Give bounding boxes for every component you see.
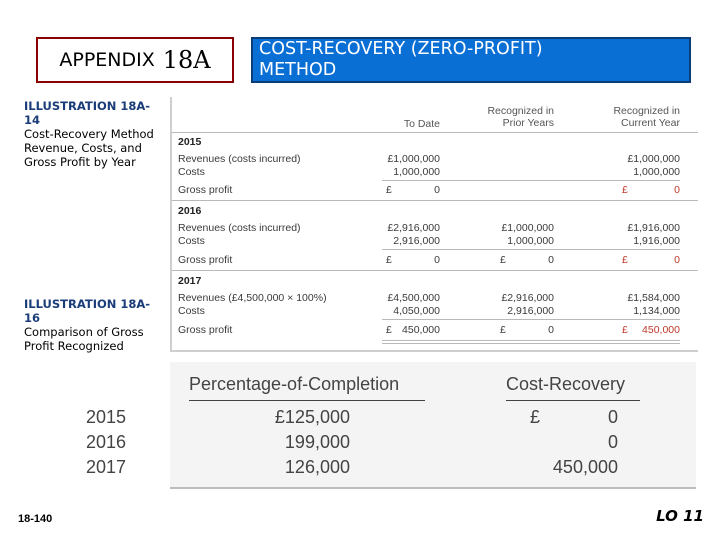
double-underline-top	[382, 340, 680, 341]
table-row	[178, 324, 698, 338]
cell: 0	[674, 184, 680, 196]
table-row	[178, 235, 698, 249]
header-to-date: To Date	[403, 118, 440, 130]
header-prior-line1: Recognized in	[487, 105, 554, 117]
header-current-line2: Current Year	[621, 117, 680, 129]
row-divider	[382, 319, 680, 320]
cell: 4,050,000	[393, 305, 440, 317]
cell: 1,000,000	[393, 166, 440, 178]
currency-symbol: £	[622, 184, 628, 196]
cell: 2,916,000	[393, 235, 440, 247]
row-label: Costs	[178, 235, 205, 247]
cell: £2,916,000	[501, 292, 554, 304]
comparison-year: 2017	[86, 457, 127, 477]
header-prior-line2: Prior Years	[502, 117, 554, 129]
poc-value: 126,000	[284, 457, 350, 477]
currency-symbol: £	[622, 324, 628, 336]
table-row	[178, 292, 698, 306]
currency-symbol: £	[386, 254, 392, 266]
header-current-line1: Recognized in	[613, 105, 680, 117]
header-percentage-of-completion: Percentage-of-Completion	[189, 374, 400, 394]
row-label: Costs	[178, 166, 205, 178]
appendix-box	[36, 37, 234, 83]
appendix-number: 18A	[162, 46, 211, 74]
comparison-year: 2015	[86, 407, 127, 427]
illustration-16-caption: Comparison of Gross Profit Recognized	[24, 325, 144, 353]
header-prior-years	[464, 105, 554, 129]
header-cost-recovery: Cost-Recovery	[506, 374, 626, 394]
currency-symbol: £	[386, 324, 392, 336]
illustration-14-id-line1: ILLUSTRATION 18A-	[24, 99, 151, 113]
table-row	[178, 166, 698, 180]
year-row-2017	[178, 275, 698, 289]
cell: 0	[548, 324, 554, 336]
row-label: Costs	[178, 305, 205, 317]
currency-symbol: £	[530, 407, 541, 427]
illustration-14-label	[24, 99, 166, 169]
cost-recovery-table	[170, 97, 698, 352]
illustration-16-id-line2: 16	[24, 311, 41, 325]
row-label: Gross profit	[178, 184, 233, 196]
year-label: 2015	[178, 136, 202, 148]
row-divider	[382, 249, 680, 250]
cell: £1,584,000	[627, 292, 680, 304]
cell: 0	[548, 254, 554, 266]
header-current-year	[590, 105, 680, 129]
cell: £2,916,000	[387, 222, 440, 234]
cell: £4,500,000	[387, 292, 440, 304]
poc-value: 199,000	[284, 432, 350, 452]
header-underline	[189, 400, 425, 401]
year-row-2016	[178, 205, 698, 219]
cell: £1,000,000	[501, 222, 554, 234]
table-row	[178, 153, 698, 167]
cell: £1,000,000	[627, 153, 680, 165]
illustration-16-label	[24, 297, 166, 355]
illustration-16-id-line1: ILLUSTRATION 18A-	[24, 297, 151, 311]
appendix-word: APPENDIX	[59, 49, 155, 71]
cell: 450,000	[642, 324, 680, 336]
section-divider	[172, 270, 698, 271]
cr-value: 450,000	[552, 457, 618, 477]
table-row	[178, 184, 698, 198]
cell: £1,916,000	[627, 222, 680, 234]
comparison-year: 2016	[86, 432, 127, 452]
cell: 0	[434, 184, 440, 196]
double-underline-bottom	[382, 343, 680, 344]
cell: 0	[434, 254, 440, 266]
currency-symbol: £	[500, 324, 506, 336]
cell: £1,000,000	[387, 153, 440, 165]
slide-title-line2: METHOD	[259, 60, 337, 80]
currency-symbol: £	[622, 254, 628, 266]
year-label: 2017	[178, 275, 202, 287]
row-label: Gross profit	[178, 324, 233, 336]
cr-value: 0	[607, 432, 618, 452]
page-number: 18-140	[18, 513, 53, 525]
cell: 0	[674, 254, 680, 266]
illustration-14-id-line2: 14	[24, 113, 41, 127]
cell: 2,916,000	[507, 305, 554, 317]
header-divider	[172, 132, 698, 133]
cell: 1,000,000	[507, 235, 554, 247]
illustration-14-caption: Cost-Recovery Method Revenue, Costs, and Gross Profit by Year	[24, 127, 154, 169]
currency-symbol: £	[386, 184, 392, 196]
cell: 1,134,000	[633, 305, 680, 317]
learning-objective: LO 11	[656, 507, 704, 525]
cell: 1,916,000	[633, 235, 680, 247]
year-row-2015	[178, 136, 698, 150]
header-underline	[506, 400, 640, 401]
cell: 1,000,000	[633, 166, 680, 178]
table-row	[178, 305, 698, 319]
table-row	[178, 254, 698, 268]
poc-value: £125,000	[274, 407, 350, 427]
slide-title-line1: COST-RECOVERY (ZERO-PROFIT)	[259, 39, 543, 59]
currency-symbol: £	[500, 254, 506, 266]
row-label: Revenues (£4,500,000 × 100%)	[178, 292, 327, 304]
cell: 450,000	[402, 324, 440, 336]
row-label: Revenues (costs incurred)	[178, 153, 301, 165]
row-label: Gross profit	[178, 254, 233, 266]
row-divider	[382, 180, 680, 181]
cr-value: 0	[607, 407, 618, 427]
section-divider	[172, 200, 698, 201]
slide-title	[251, 37, 691, 83]
table-row	[178, 222, 698, 236]
row-label: Revenues (costs incurred)	[178, 222, 301, 234]
year-label: 2016	[178, 205, 202, 217]
